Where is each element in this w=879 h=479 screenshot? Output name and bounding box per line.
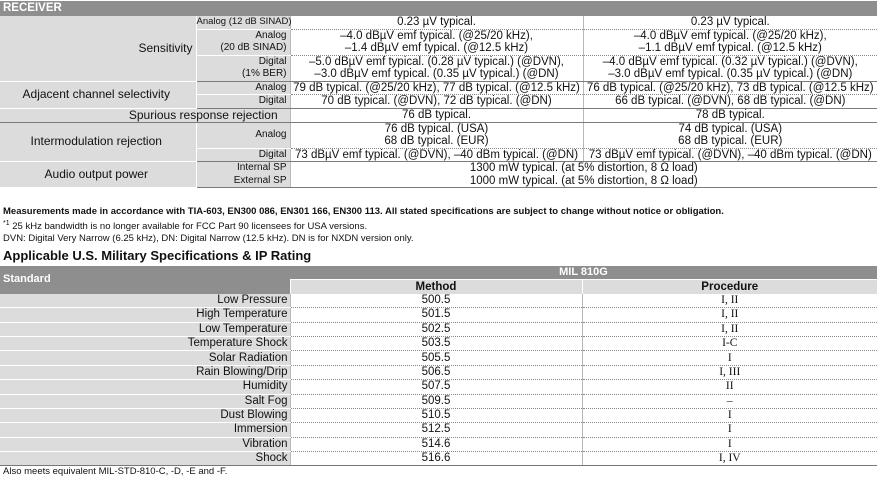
audio-value: 1000 mW typical. (at 5% distortion, 8 Ω load) — [290, 175, 877, 188]
procedure-value: I — [582, 437, 877, 451]
spurious-value: 78 dB typical. — [583, 108, 877, 122]
mil-std-footnote: Also meets equivalent MIL-STD-810-C, -D, -E and -F. — [3, 466, 228, 477]
adjacent-value: 66 dB typical. (@DVN), 68 dB typical. (@DN) — [583, 95, 877, 109]
procedure-value: I-C — [582, 336, 877, 350]
procedure-value: I — [582, 408, 877, 422]
sensitivity-value: –1.4 dBµV emf typical. (@12.5 kHz) — [290, 42, 583, 55]
audio-sub-external: External SP — [196, 175, 290, 188]
receiver-table — [0, 1, 877, 188]
method-value: 510.5 — [290, 408, 582, 422]
sensitivity-value: –4.0 dBµV emf typical. (@25/20 kHz), — [583, 29, 877, 42]
intermod-value: 76 dB typical. (USA) — [290, 122, 583, 135]
method-value: 500.5 — [290, 294, 582, 308]
method-value: 501.5 — [290, 308, 582, 322]
standard-name: Humidity — [0, 380, 290, 394]
intermod-value: 68 dB typical. (EUR) — [290, 135, 583, 148]
standard-name: Low Pressure — [0, 294, 290, 308]
method-value: 502.5 — [290, 322, 582, 336]
adjacent-value: 76 dB typical. (@25/20 kHz), 73 dB typical. (@12.5 kHz) — [583, 81, 877, 95]
standard-name: Shock — [0, 452, 290, 466]
spurious-value: 76 dB typical. — [290, 108, 583, 122]
military-table — [0, 266, 877, 466]
sensitivity-label: Sensitivity — [0, 16, 196, 81]
adjacent-value: 70 dB typical. (@DVN), 72 dB typical. (@DN) — [290, 95, 583, 109]
sensitivity-value: –3.0 dBµV emf typical. (0.35 µV typical.) (@DN) — [290, 68, 583, 81]
procedure-value: I, III — [582, 365, 877, 379]
procedure-value: I, II — [582, 294, 877, 308]
intermod-value: 68 dB typical. (EUR) — [583, 135, 877, 148]
standard-name: Low Temperature — [0, 322, 290, 336]
audio-value: 1300 mW typical. (at 5% distortion, 8 Ω load) — [290, 162, 877, 175]
standard-name: Temperature Shock — [0, 336, 290, 350]
footnote-text: 25 kHz bandwidth is no longer available for FCC Part 90 licensees for USA versions. — [9, 221, 368, 233]
audio-output-label: Audio output power — [0, 162, 196, 188]
intermod-value: 73 dBµV emf typical. (@DVN), –40 dBm typical. (@DN) — [290, 148, 583, 162]
method-value: 505.5 — [290, 351, 582, 365]
sensitivity-sub-analog: Analog — [196, 29, 290, 42]
procedure-value: I, II — [582, 322, 877, 336]
standard-name: Salt Fog — [0, 394, 290, 408]
adjacent-channel-label: Adjacent channel selectivity — [0, 81, 196, 108]
footnote-mark: *1 — [3, 220, 10, 227]
sensitivity-sub-20db: (20 dB SINAD) — [196, 42, 290, 55]
sensitivity-value: –3.0 dBµV emf typical. (0.35 µV typical.) (@DN) — [583, 68, 877, 81]
method-value: 506.5 — [290, 365, 582, 379]
procedure-value: I — [582, 351, 877, 365]
standard-name: Vibration — [0, 437, 290, 451]
measurement-note: Measurements made in accordance with TIA-603, EN300 086, EN301 166, EN300 113. All stated specifications are subject to change without notice or obligation. — [3, 206, 724, 217]
intermod-sub-digital: Digital — [196, 148, 290, 162]
intermod-value: 73 dBµV emf typical. (@DVN), –40 dBm typical. (@DN) — [583, 148, 877, 162]
method-value: 503.5 — [290, 336, 582, 350]
intermod-label: Intermodulation rejection — [0, 122, 196, 162]
intermod-value: 74 dB typical. (USA) — [583, 122, 877, 135]
sensitivity-value: 0.23 µV typical. — [290, 16, 583, 29]
sensitivity-value: –4.0 dBµV emf typical. (0.32 µV typical.) (@DVN), — [583, 55, 877, 68]
sensitivity-value: –5.0 dBµV emf typical. (0.28 µV typical.) (@DVN), — [290, 55, 583, 68]
dvn-note: DVN: Digital Very Narrow (6.25 kHz), DN: Digital Narrow (12.5 kHz). DN is for NXDN version only. — [3, 233, 414, 245]
method-header: Method — [290, 280, 582, 294]
military-heading: Applicable U.S. Military Specifications & IP Rating — [3, 248, 312, 263]
adjacent-value: 79 dB typical. (@25/20 kHz), 77 dB typical. (@12.5 kHz) — [290, 81, 583, 95]
standard-name: High Temperature — [0, 308, 290, 322]
method-value: 507.5 — [290, 380, 582, 394]
standard-header: Standard — [0, 266, 290, 294]
procedure-header: Procedure — [582, 280, 877, 294]
procedure-value: I, II — [582, 308, 877, 322]
footnote-25khz — [3, 218, 876, 233]
sensitivity-value: –1.1 dBµV emf typical. (@12.5 kHz) — [583, 42, 877, 55]
spurious-label: Spurious response rejection — [0, 108, 290, 122]
receiver-section-title: RECEIVER — [0, 1, 877, 16]
adjacent-sub-digital: Digital — [196, 95, 290, 109]
method-value: 514.6 — [290, 437, 582, 451]
sensitivity-sub-ber: (1% BER) — [196, 68, 290, 81]
method-value: 509.5 — [290, 394, 582, 408]
procedure-value: I, IV — [582, 452, 877, 466]
mil-810g-header: MIL 810G — [290, 266, 877, 280]
intermod-sub-analog: Analog — [196, 122, 290, 148]
audio-sub-internal: Internal SP — [196, 162, 290, 175]
standard-name: Dust Blowing — [0, 408, 290, 422]
method-value: 516.6 — [290, 452, 582, 466]
notes — [3, 206, 876, 245]
standard-name: Rain Blowing/Drip — [0, 365, 290, 379]
procedure-value: II — [582, 380, 877, 394]
sensitivity-value: –4.0 dBµV emf typical. (@25/20 kHz), — [290, 29, 583, 42]
procedure-value: I — [582, 423, 877, 437]
sensitivity-value: 0.23 µV typical. — [583, 16, 877, 29]
standard-name: Immersion — [0, 423, 290, 437]
standard-name: Solar Radiation — [0, 351, 290, 365]
sensitivity-sub-digital: Digital — [196, 55, 290, 68]
procedure-value: – — [582, 394, 877, 408]
method-value: 512.5 — [290, 423, 582, 437]
adjacent-sub-analog: Analog — [196, 81, 290, 95]
sensitivity-sub-analog-12db: Analog (12 dB SINAD) — [196, 16, 292, 28]
